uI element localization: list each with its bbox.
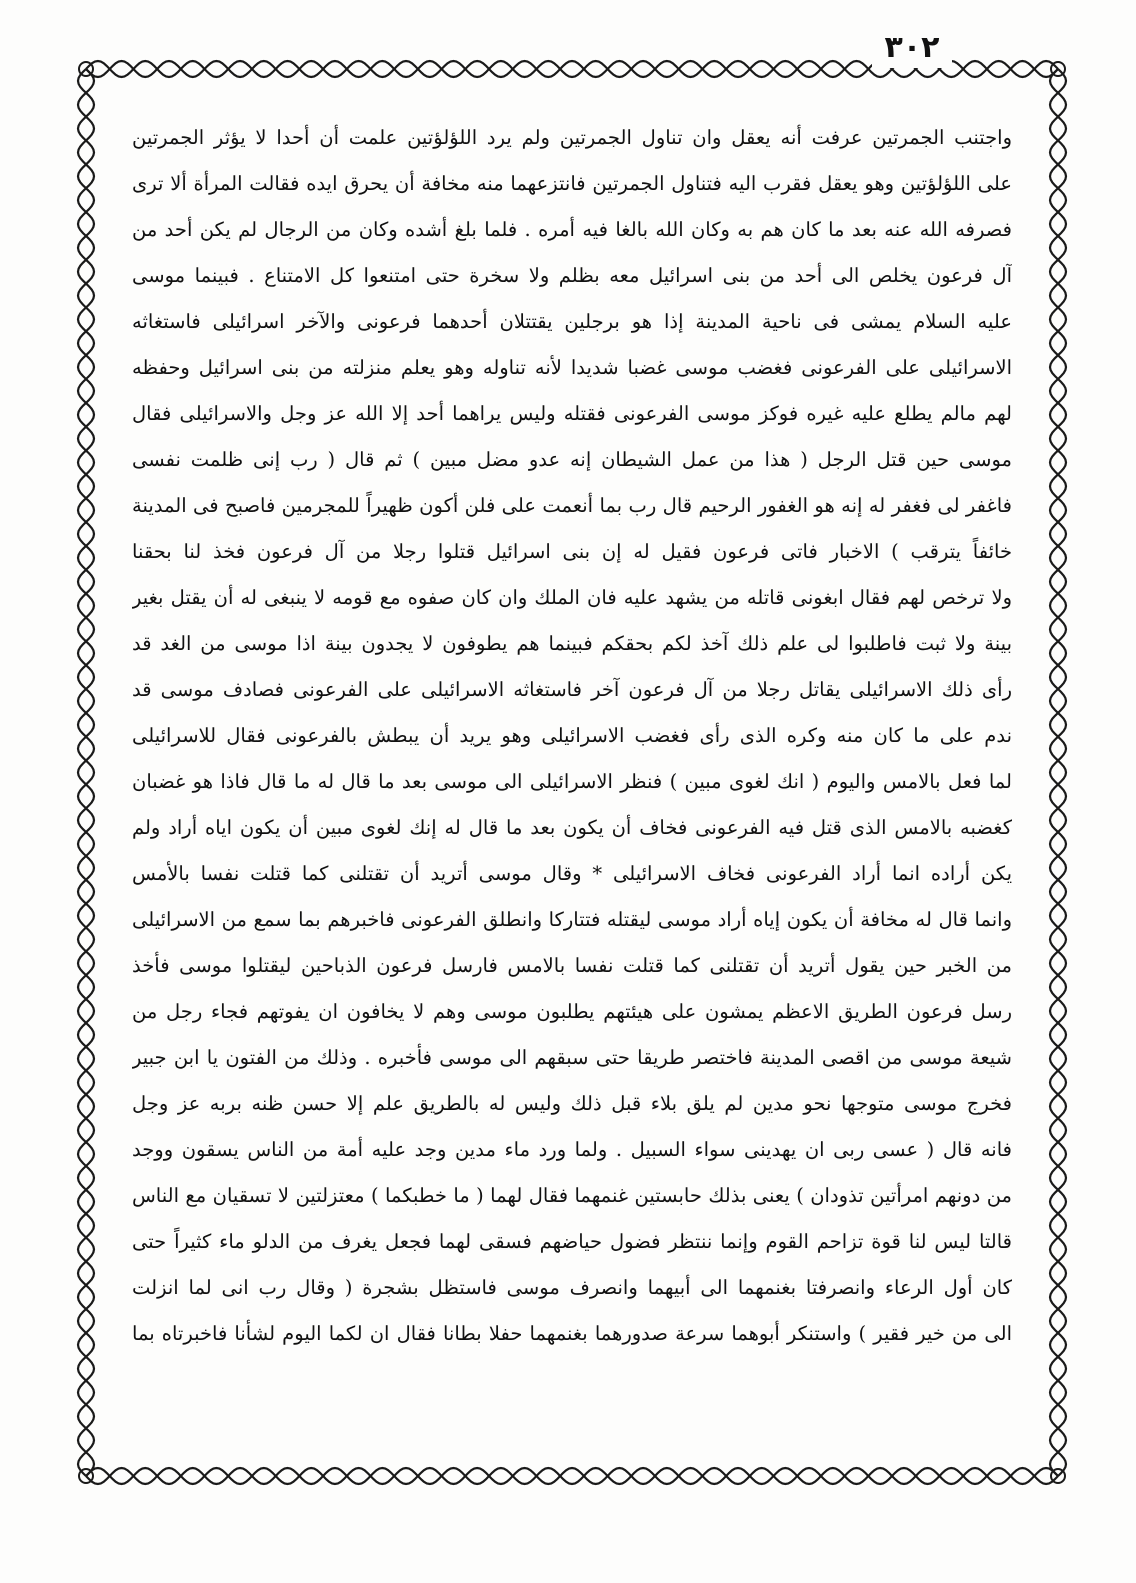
page-number: ٣٠٢ xyxy=(872,28,952,68)
text-line: بينة ولا ثبت فاطلبوا لى علم ذلك آخذ لكم بحقكم فبينما هم يطوفون لا يجدون بينة اذا موسى من الغد قد xyxy=(132,632,1012,655)
text-line: كغضبه بالامس الذى قتل فيه الفرعونى فخاف أن يكون بعد ما قال له إنك لغوى مبين أن يكون اياه أراد ولم xyxy=(132,816,1012,839)
text-line: ندم على ما كان منه وكره الذى رأى فغضب الاسرائيلى وهو يريد أن يبطش بالفرعونى فقال للاسرائيلى xyxy=(132,724,1012,747)
text-line: قالتا ليس لنا قوة تزاحم القوم وإنما ننتظر فضول حياضهم فسقى لهما فجعل يغرف من الدلو ماء كثيراً حتى xyxy=(132,1230,1012,1253)
text-line: رسل فرعون الطريق الاعظم يمشون على هيئتهم يطلبون موسى وهم لا يخافون ان يفوتهم فجاء رجل من xyxy=(132,1000,1012,1023)
main-text xyxy=(132,118,1012,1458)
text-line: واجتنب الجمرتين عرفت أنه يعقل وان تناول الجمرتين ولم يرد اللؤلؤتين علمت أن أحدا لا يؤثر الجمرتين xyxy=(132,126,1012,149)
text-line: لهم مالم يطلع عليه غيره فوكز موسى الفرعونى فقتله وليس يراهما أحد إلا الله عز وجل والاسرائيلى فقال xyxy=(132,402,1012,425)
text-line: يكن أراده انما أراد الفرعونى فخاف الاسرائيلى * وقال موسى أتريد أن تقتلنى كما قتلت نفسا بالأمس xyxy=(132,862,1012,885)
rope-strand xyxy=(78,69,94,1476)
text-line: آل فرعون يخلص الى أحد من بنى اسرائيل معه بظلم ولا سخرة حتى امتنعوا كل الامتناع . فبينما موسى xyxy=(132,264,1012,287)
text-line: من الخبر حين يقول أتريد أن تقتلنى كما قتلت نفسا بالامس فارسل فرعون الذباحين ليقتلوا موسى فأخذ xyxy=(132,954,1012,977)
text-line: عليه السلام يمشى فى ناحية المدينة إذا هو برجلين يقتتلان أحدهما فرعونى والآخر اسرائيلى فاستغاثه xyxy=(132,310,1012,333)
text-line: وانما قال له مخافة أن يكون إياه أراد موسى ليقتله فتتاركا وانطلق الفرعونى فاخبرهم بما سمع من الاسرائيلى xyxy=(132,908,1012,931)
text-line: شيعة موسى من اقصى المدينة فاختصر طريقا حتى سبقهم الى موسى فأخبره . وذلك من الفتون يا ابن جبير xyxy=(132,1046,1012,1069)
rope-strand xyxy=(78,69,94,1476)
text-line: فانه قال ( عسى ربى ان يهدينى سواء السبيل . ولما ورد ماء مدين وجد عليه أمة من الناس يسقون ووجد xyxy=(132,1138,1012,1161)
text-line: الى من خير فقير ) واستنكر أبوهما سرعة صدورهما بغنمهما حفلا بطانا فقال ان لكما اليوم لشأنا فاخبرتاه بما xyxy=(132,1322,1012,1345)
text-line: من دونهم امرأتين تذودان ) يعنى بذلك حابستين غنمهما فقال لهما ( ما خطبكما ) معتزلتين لا تسقيان مع الناس xyxy=(132,1184,1012,1207)
text-line: ولا ترخص لهم فقال ابغونى قاتله من يشهد عليه فان الملك وان كان صفوه مع قومه لا ينبغى له أن يقتل بغير xyxy=(132,586,1012,609)
text-line: فخرج موسى متوجها نحو مدين لم يلق بلاء قبل ذلك وليس له بالطريق علم إلا حسن ظنه بربه عز وجل xyxy=(132,1092,1012,1115)
rope-strand xyxy=(86,1468,1058,1484)
text-line: على اللؤلؤتين وهو يعقل فقرب اليه فتناول الجمرتين فانتزعهما منه مخافة أن يحرق ايده فقالت المرأة ألا ترى xyxy=(132,172,1012,195)
text-line: فصرفه الله عنه بعد ما كان هم به وكان الله بالغا فيه أمره . فلما بلغ أشده وكان من الرجال لم يكن أحد من xyxy=(132,218,1012,241)
text-line: رأى ذلك الاسرائيلى يقاتل رجلا من آل فرعون آخر فاستغاثه الاسرائيلى على الفرعونى فصادف موسى قد xyxy=(132,678,1012,701)
text-line: فاغفر لى فغفر له إنه هو الغفور الرحيم قال رب بما أنعمت على فلن أكون ظهيراً للمجرمين فاصبح فى المدينة xyxy=(132,494,1012,517)
text-line: موسى حين قتل الرجل ( هذا من عمل الشيطان إنه عدو مضل مبين ) ثم قال ( رب إنى ظلمت نفسى xyxy=(132,448,1012,471)
rope-strand xyxy=(86,1468,1058,1484)
text-line: لما فعل بالامس واليوم ( انك لغوى مبين ) فنظر الاسرائيلى الى موسى بعد ما قال له ما قال فاذا هو غضبان xyxy=(132,770,1012,793)
text-line: الاسرائيلى على الفرعونى فغضب موسى غضبا شديدا لأنه تناوله وهو يعلم منزلته من بنى اسرائيل وحفظه xyxy=(132,356,1012,379)
rope-strand xyxy=(1050,69,1066,1476)
text-line: خائفاً يترقب ) الاخبار فاتى فرعون فقيل له إن بنى اسرائيل قتلوا رجلا من آل فرعون فخذ لنا بحقنا xyxy=(132,540,1012,563)
text-line: كان أول الرعاء وانصرفتا بغنمهما الى أبيهما وانصرف موسى فاستظل بشجرة ( وقال رب انى لما انزلت xyxy=(132,1276,1012,1299)
rope-strand xyxy=(1050,69,1066,1476)
